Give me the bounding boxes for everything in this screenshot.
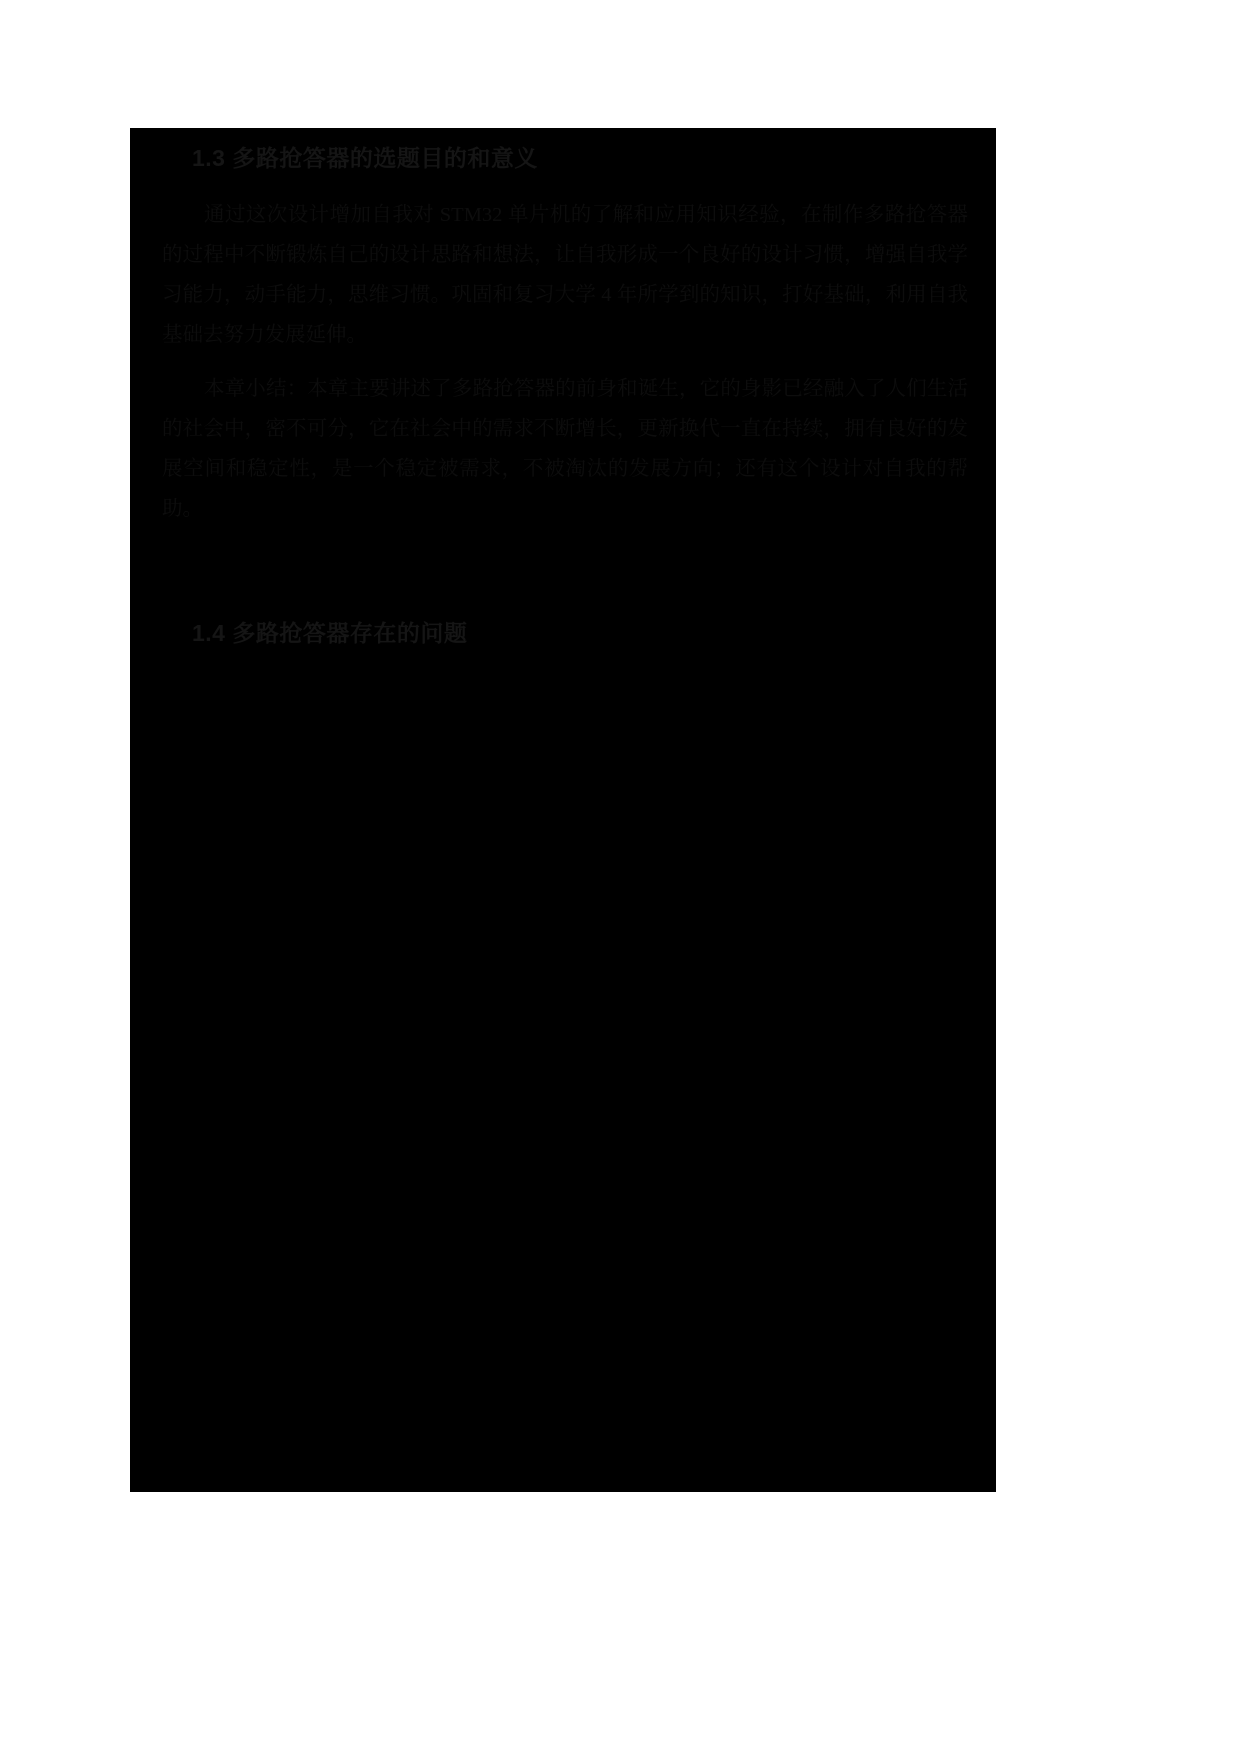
section-heading-1-3: 1.3 多路抢答器的选题目的和意义 — [192, 145, 538, 171]
section-heading-1-4: 1.4 多路抢答器存在的问题 — [192, 620, 468, 646]
document-page — [130, 128, 996, 1492]
section-spacer — [162, 529, 976, 615]
section-1-3-paragraph-2: 本章小结：本章主要讲述了多路抢答器的前身和诞生，它的身影已经融入了人们生活的社会中，密不可分，它在社会中的需求不断增长，更新换代一直在持续，拥有良好的发展空间和稳定性，是一个稳定被需求，不被淘汰的发展方向；还有这个设计对自我的帮助。 — [162, 378, 968, 520]
blank-page-area — [162, 648, 976, 1408]
page-content — [130, 128, 996, 1408]
section-1-3-paragraph-1: 通过这次设计增加自我对 STM32 单片机的了解和应用知识经验，在制作多路抢答器的过程中不断锻炼自己的设计思路和想法，让自我形成一个良好的设计习惯，增强自我学习能力，动手能力，思维习惯。巩固和复习大学 4 年所学到的知识，打好基础，利用自我基础去努力发展延伸。 — [162, 204, 968, 346]
